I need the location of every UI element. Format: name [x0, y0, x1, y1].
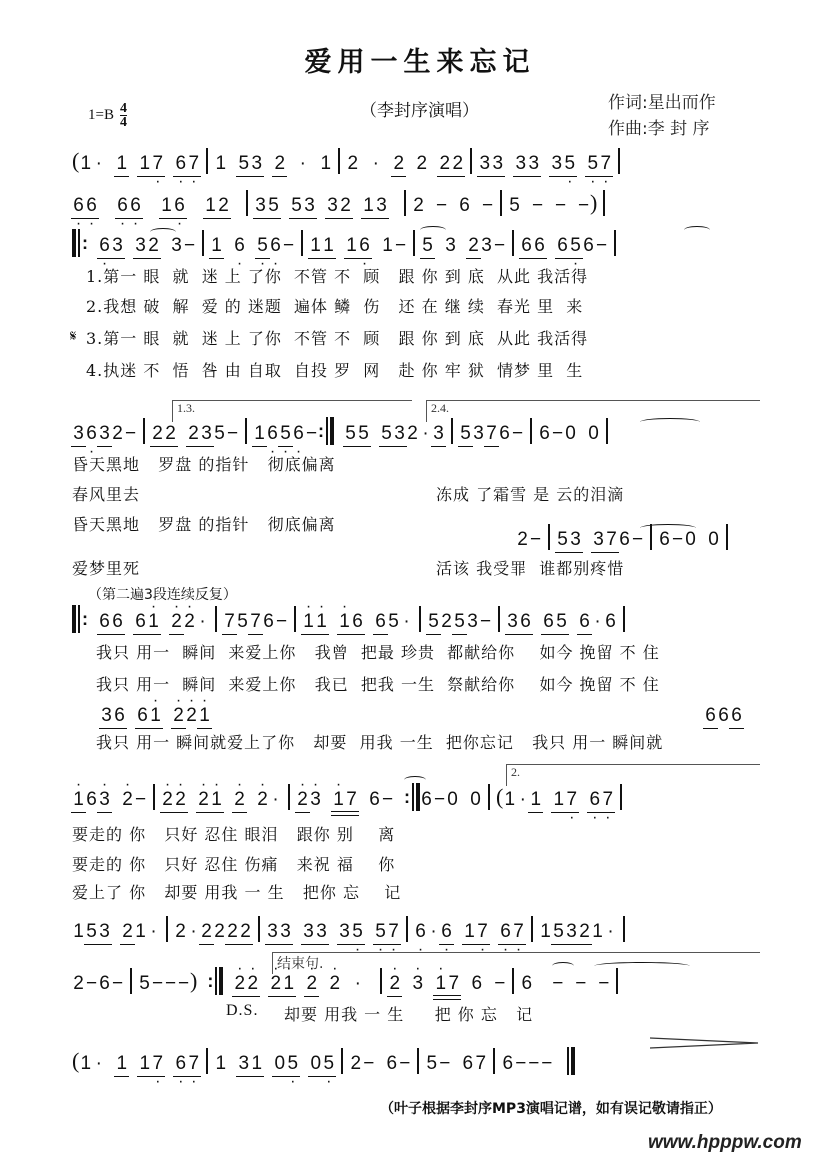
volta-1-3: 1.3.	[172, 400, 412, 422]
lyric-chorus-2b: 要走的 你 只好 忍住 伤痛 来祝 福 你	[72, 855, 396, 874]
score-line-9: ( 1 · 1 1 · 7 · 6 · 7 1 3 1 0 · 5 0 · 5 2 − 6 − 5 − 6 7 6 − − −	[72, 1048, 579, 1074]
final-barline	[567, 1047, 575, 1075]
singer: （李封序演唱）	[360, 101, 479, 121]
key-label: 1=B	[88, 107, 114, 123]
lyric-verse-2b-right: 冻成 了霜雪 是 云的泪滴	[436, 485, 625, 504]
lyric-verse-4b-left: 爱梦里死	[72, 559, 141, 578]
score-line-5: : 6 6 6 · 1 · 2 · 2 · 7 5 7 6 − · 1 · 1 · 1 6 6 5 · 5 2 5 3 − 3 6 6 5 6 · 6	[72, 606, 631, 632]
composer: 作曲:李 封 序	[608, 119, 710, 139]
decrescendo-icon	[650, 1036, 760, 1050]
score-line-6: · 1 6 · 3 · 2 − · 2 · 2 · 2 · 1 · 2 · 2 · · 2 · 3 · 1 7 6 − : 6 − 0 0 ( 1 · 1 1 · 7 · 6 · 7	[72, 784, 628, 810]
key-signature	[88, 102, 127, 129]
time-signature: $\frac{4}{4}$	[119, 101, 127, 130]
score-line-8: 2 − 6 − 5 − − − ) : · 2 · 2 · 2 · 1 · 2 · 2 · · 2 · 3 · 1 7 6 − 6 − − −	[72, 968, 624, 994]
transcriber-note: （叶子根据李封序MP3演唱记谱，如有误记敬请指正）	[380, 1101, 722, 1117]
repeat-start: :	[72, 229, 88, 257]
volta-ending: 结束句.	[272, 952, 760, 974]
volta-2: 2.	[506, 764, 760, 786]
repeat-instruction: （第二遍3段连续反复）	[88, 587, 237, 603]
lyric-chorus-1a: 我只 用一 瞬间 来爱上你 我曾 把最 珍贵 都献给你 如今 挽留 不 住	[96, 643, 660, 662]
score-line-1: ( 1 · 1 1 · 7 · 6 · 7 1 5 3 2 · 1 2 · 2 2 2 2 3 3 3 3 3 · 5 · 5 · 7	[72, 148, 626, 174]
volta-2-4: 2.4.	[426, 400, 760, 422]
lyric-chorus-3b: 爱上了 你 却要 用我 一 生 把你 忘 记	[72, 883, 402, 902]
score-line-4: 3 · 6 3 2 − 2 2 2 3 5 − 1 · 6 · 5 · 6 − : 5 5 5 3 2 · 3 5 3 7 6 − 6 − 0 0	[72, 418, 614, 444]
score-line-5b: 3 6 6 · 1 · 2 · 2 · 1	[100, 700, 211, 726]
lyric-verse-1b: 昏天黑地 罗盘 的指针 彻底偏离	[72, 455, 336, 474]
score-line-4b: 2 − 5 3 3 7 6 − 6 − 0 0	[516, 524, 734, 550]
site-watermark: www.hpppw.com	[648, 1132, 802, 1153]
segno-sign: 𝄋	[70, 327, 78, 345]
lyric-verse-4b-right: 活该 我受罪 谁都别疼惜	[436, 559, 625, 578]
lyric-verse-1a: 1.第一 眼 就 迷 上 了你 不管 不 顾 跟 你 到 底 从此 我活得	[86, 267, 589, 286]
score-line-2: · 6 · 6 · 6 · 6 1 · 6 1 2 3 5 5 3 3 2 1 3 2 − 6 − 5 − − − )	[72, 190, 611, 216]
lyric-chorus-1b: 要走的 你 只好 忍住 眼泪 跟你 别 离	[72, 825, 396, 844]
lyricist: 作词:星出而作	[608, 93, 716, 113]
lyric-verse-2b-left: 春风里去	[72, 485, 141, 504]
lyric-verse-2a: 2.我想 破 解 爱 的 迷题 遍体 鳞 伤 还 在 继 续 春光 里 来	[86, 297, 584, 316]
song-title: 爱用一生来忘记	[304, 47, 536, 78]
lyric-verse-3a: 3.第一 眼 就 迷 上 了你 不管 不 顾 跟 你 到 底 从此 我活得	[86, 329, 589, 348]
lyric-verse-3b: 昏天黑地 罗盘 的指针 彻底偏离	[72, 515, 336, 534]
lyric-verse-4a: 4.执迷 不 悟 咎 由 自取 自投 罗 网 赴 你 牢 狱 情梦 里 生	[86, 361, 584, 380]
score-line-5c: 6 6 6	[705, 705, 742, 726]
lyric-chorus-2a: 我只 用一 瞬间 来爱上你 我已 把我 一生 祭献给你 如今 挽留 不 住	[96, 675, 660, 694]
lyric-ending: 却要 用我 一 生 把 你 忘 记	[284, 1005, 534, 1024]
lyric-chorus-3a: 我只 用一 瞬间就爱上了你 却要 用我 一生 把你忘记 我只 用一 瞬间就	[96, 733, 664, 752]
score-line-3: : · 6 3 3 2 3 − 1 · 6 · 5 · 6 − 1 1 1 · 6 1 − 5 3 2 3 − 6 6 6 · 5 6 −	[72, 230, 622, 256]
ds-marking: D.S.	[226, 1002, 259, 1019]
score-line-7: 1 5 3 2 1 · 2 · 2 2 2 2 3 3 3 3 3 · 5 · 5 · 7 · 6 · · 6 1 · 7 · 6 · 7 1 5 3 2 1 ·	[72, 916, 631, 942]
